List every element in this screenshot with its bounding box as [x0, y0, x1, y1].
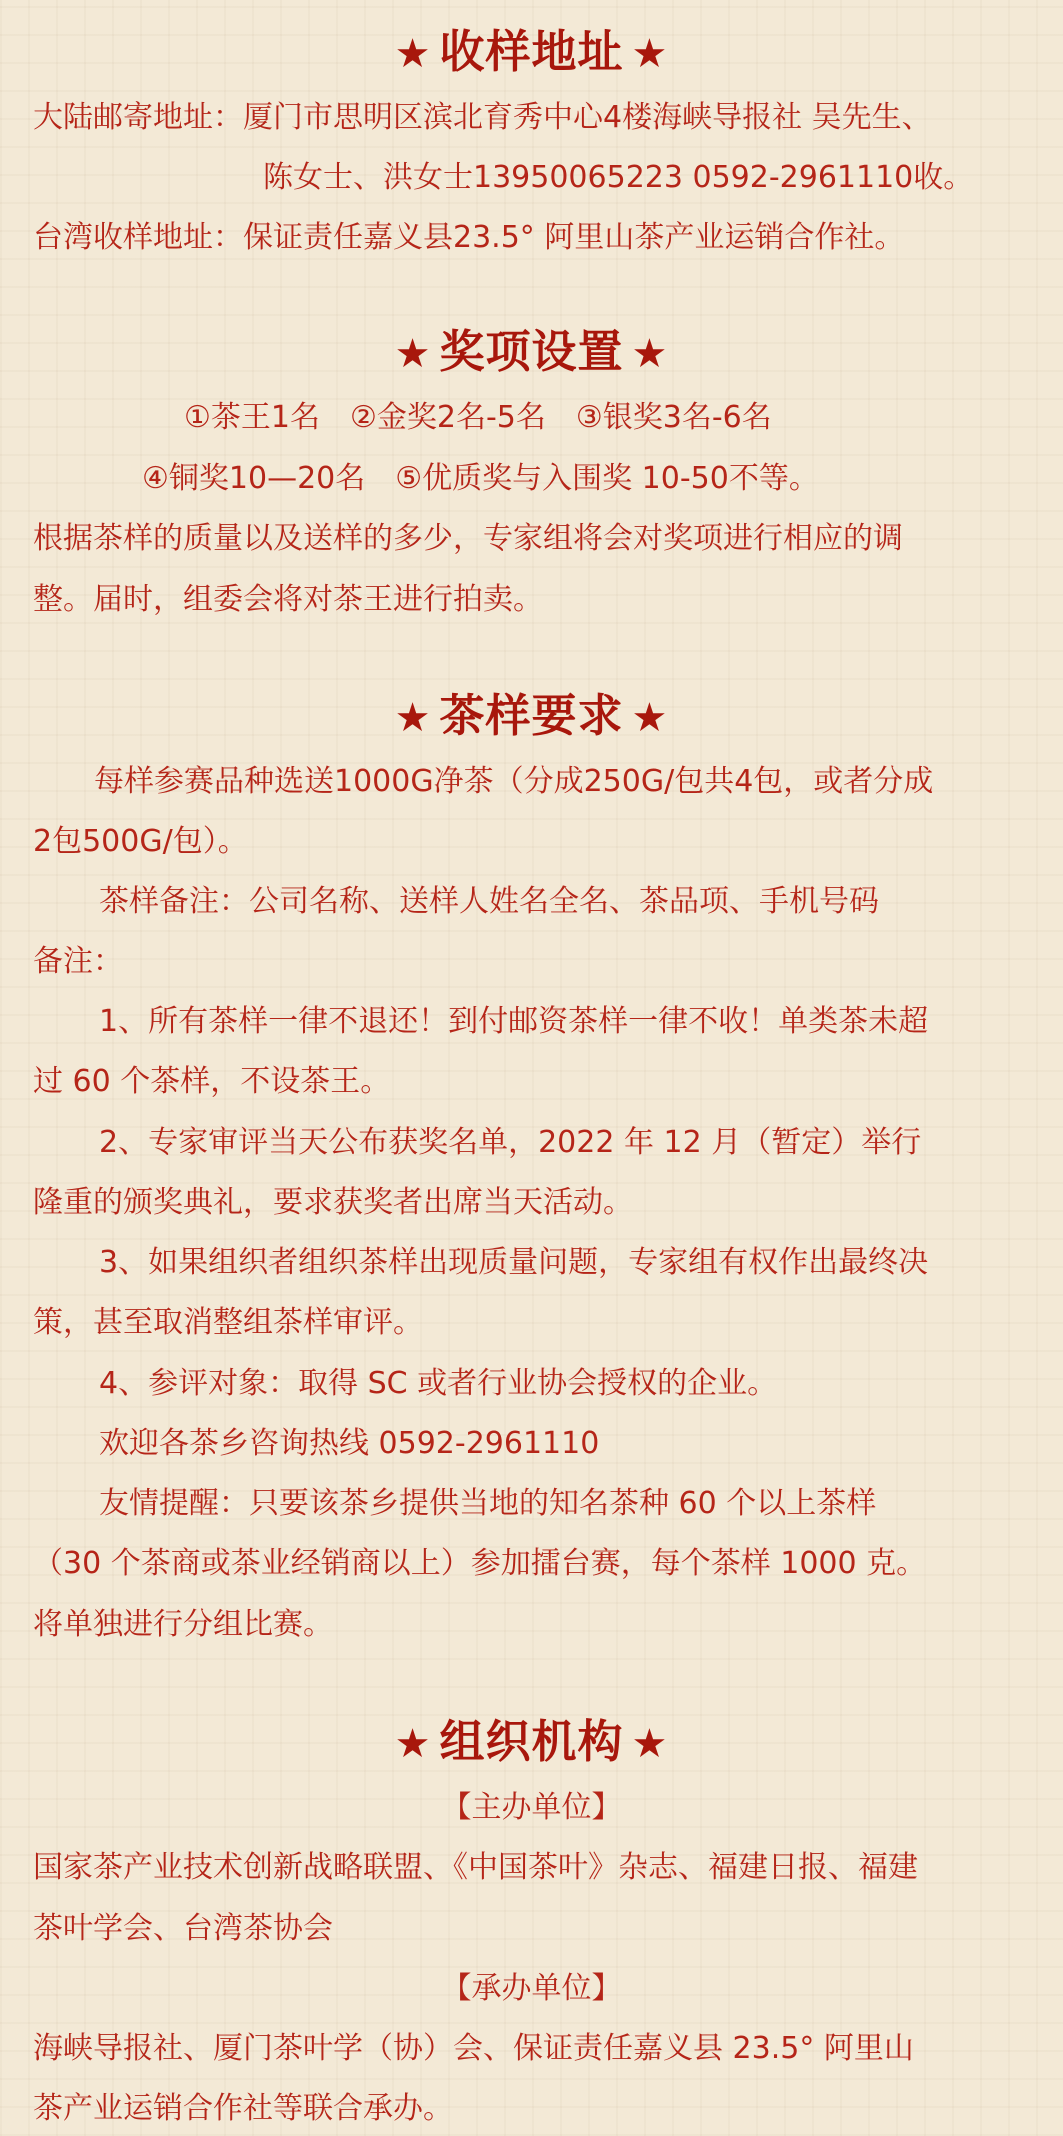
star-icon: ★ [394, 31, 432, 77]
awards-line-1: ①茶王1名 ②金奖2名-5名 ③银奖3名-6名 [184, 400, 772, 435]
awards-line-3: 根据茶样的质量以及送样的多少，专家组将会对奖项进行相应的调 [33, 521, 903, 556]
section-heading-address [0, 22, 1063, 84]
req-line-6: 过 60 个茶样，不设茶王。 [33, 1064, 391, 1099]
star-icon: ★ [631, 1721, 669, 1767]
reminder-line-3: 将单独进行分组比赛。 [33, 1607, 333, 1642]
organizer-line-1: 国家茶产业技术创新战略联盟、《中国茶叶》杂志、福建日报、福建 [33, 1850, 918, 1885]
req-line-3: 茶样备注：公司名称、送样人姓名全名、茶品项、手机号码 [99, 884, 879, 919]
mainland-address-line-2: 陈女士、洪女士13950065223 0592-2961110收。 [263, 160, 974, 195]
req-line-9: 3、如果组织者组织茶样出现质量问题，专家组有权作出最终决 [99, 1245, 929, 1280]
reminder-line-1: 友情提醒：只要该茶乡提供当地的知名茶种 60 个以上茶样 [99, 1486, 877, 1521]
req-line-7: 2、专家审评当天公布获奖名单，2022 年 12 月（暂定）举行 [99, 1125, 922, 1160]
star-icon: ★ [631, 695, 669, 741]
req-line-4: 备注： [33, 944, 123, 979]
co-organizer-line-2: 茶产业运销合作社等联合承办。 [33, 2091, 453, 2126]
req-line-11: 4、参评对象：取得 SC 或者行业协会授权的企业。 [99, 1366, 778, 1401]
req-line-8: 隆重的颁奖典礼，要求获奖者出席当天活动。 [33, 1185, 633, 1220]
req-line-1: 每样参赛品种选送1000G净茶（分成250G/包共4包，或者分成 [94, 764, 934, 799]
awards-line-4: 整。届时，组委会将对茶王进行拍卖。 [33, 582, 543, 617]
req-line-10: 策，甚至取消整组茶样审评。 [33, 1305, 423, 1340]
mainland-address-line-1: 大陆邮寄地址：厦门市思明区滨北育秀中心4楼海峡导报社 吴先生、 [33, 100, 932, 135]
req-line-2: 2包500G/包）。 [33, 824, 248, 859]
organizer-line-2: 茶叶学会、台湾茶协会 [33, 1911, 333, 1946]
section-title: 茶样要求 [439, 689, 624, 742]
section-title: 收样地址 [439, 25, 624, 78]
organizer-subheading: 【主办单位】 [441, 1790, 622, 1825]
star-icon: ★ [394, 1721, 432, 1767]
req-line-5: 1、所有茶样一律不退还！到付邮资茶样一律不收！单类茶未超 [99, 1004, 929, 1039]
star-icon: ★ [394, 331, 432, 377]
taiwan-address-line: 台湾收样地址：保证责任嘉义县23.5° 阿里山茶产业运销合作社。 [33, 220, 905, 255]
hotline-line: 欢迎各茶乡咨询热线 0592-2961110 [99, 1426, 600, 1461]
section-title: 奖项设置 [439, 325, 624, 378]
star-icon: ★ [631, 331, 669, 377]
section-heading-organization [0, 1712, 1063, 1774]
star-icon: ★ [631, 31, 669, 77]
section-title: 组织机构 [439, 1715, 624, 1768]
co-organizer-line-1: 海峡导报社、厦门茶叶学（协）会、保证责任嘉义县 23.5° 阿里山 [33, 2031, 914, 2066]
awards-line-2: ④铜奖10—20名 ⑤优质奖与入围奖 10-50不等。 [142, 461, 819, 496]
section-heading-awards [0, 322, 1063, 384]
section-heading-sample-requirements [0, 686, 1063, 748]
co-organizer-subheading: 【承办单位】 [441, 1971, 622, 2006]
reminder-line-2: （30 个茶商或茶业经销商以上）参加擂台赛，每个茶样 1000 克。 [33, 1546, 927, 1581]
star-icon: ★ [394, 695, 432, 741]
